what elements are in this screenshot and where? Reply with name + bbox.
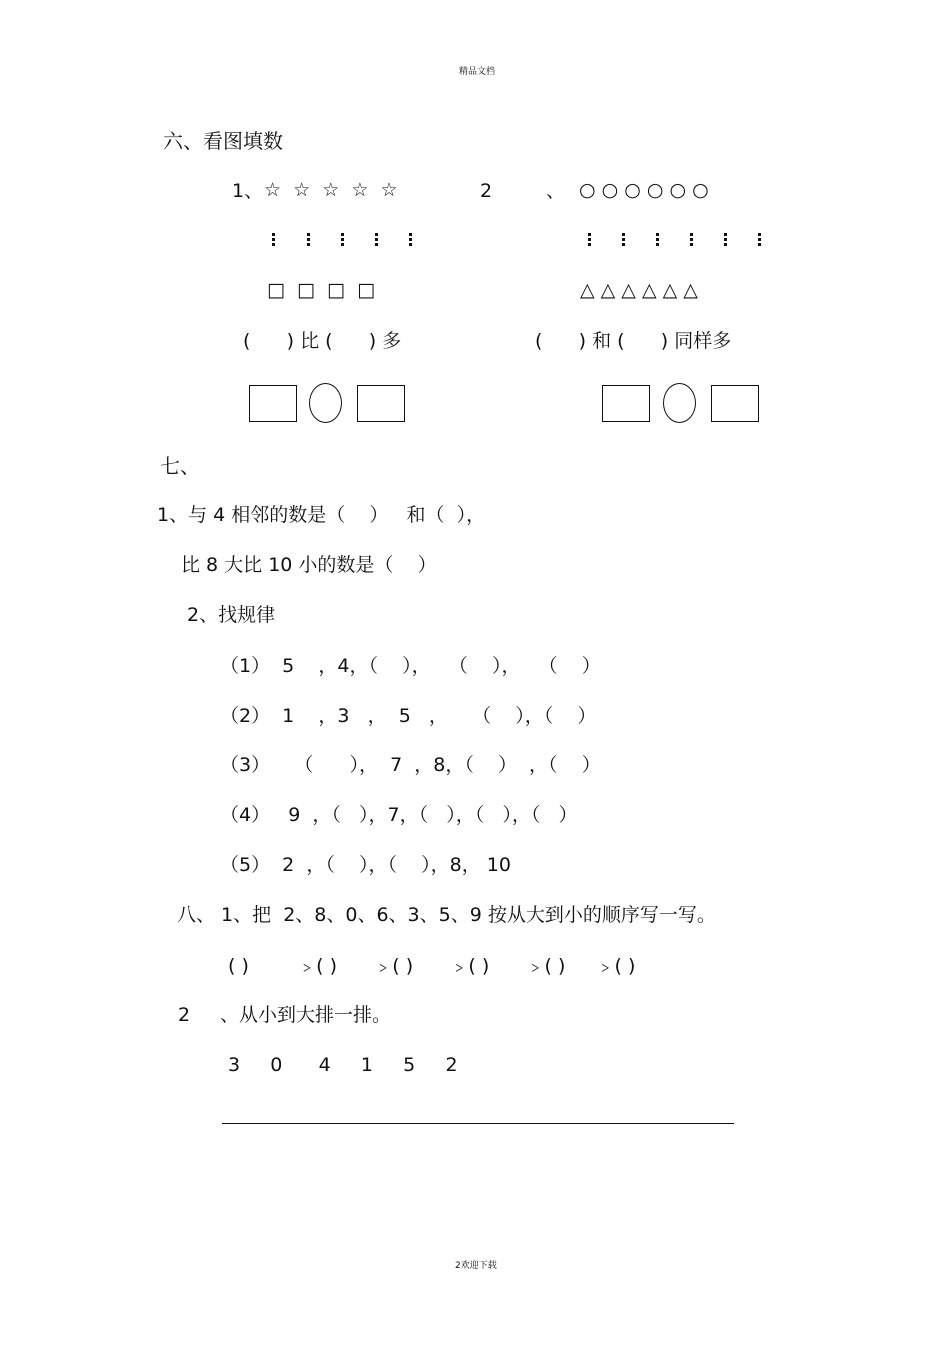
connector-dots	[307, 233, 310, 248]
connector-dots	[341, 233, 344, 248]
between-number-question: 比 8 大比 10 小的数是（ ）	[181, 554, 437, 576]
pattern-row-3: （3） （ ）， 7 ，8，（ ） ，（ ）	[220, 754, 601, 776]
squares-row: □ □ □ □	[267, 279, 376, 301]
problem-1-number: 1、	[232, 180, 264, 202]
connector-dots	[690, 233, 693, 248]
symbol-circle-box[interactable]	[663, 383, 696, 423]
stars-row: ☆ ☆ ☆ ☆ ☆	[264, 179, 398, 201]
pattern-title: 2、找规律	[187, 604, 276, 626]
answer-box[interactable]	[602, 385, 650, 422]
compare-more-blank[interactable]: ( ) 比 ( ) 多	[243, 330, 402, 352]
pattern-row-2: （2） 1 ，3 ， 5 ， （ ），（ ）	[220, 705, 597, 727]
page-header: 精品文档	[459, 67, 496, 77]
triangles-row: △ △ △ △ △ △	[580, 279, 698, 301]
answer-box[interactable]	[249, 385, 297, 422]
pattern-row-4: （4） 9 ，（ ），7，（ ），（ ），（ ）	[220, 804, 578, 826]
descending-order-row[interactable]: ( ) ﹥( ) ﹥( ) ﹥( ) ﹥( ) ﹥( )	[228, 955, 636, 977]
problem-2-number: 2	[480, 180, 493, 202]
sort-descending-question: 八、 1、把 2、8、0、6、3、5、9 按从大到小的顺序写一写。	[177, 904, 716, 926]
connector-dots	[272, 233, 275, 248]
answer-box[interactable]	[711, 385, 759, 422]
connector-dots	[588, 233, 591, 248]
symbol-circle-box[interactable]	[309, 383, 342, 423]
section-6-title: 六、看图填数	[163, 129, 283, 153]
connector-dots	[758, 233, 761, 248]
section-7-title: 七、	[160, 454, 200, 478]
answer-box[interactable]	[357, 385, 405, 422]
connector-dots	[409, 233, 412, 248]
connector-dots	[622, 233, 625, 248]
compare-equal-blank[interactable]: ( ) 和 ( ) 同样多	[535, 330, 732, 352]
circles-row: ○ ○ ○ ○ ○ ○	[579, 179, 709, 201]
question-2-number: 2	[178, 1004, 191, 1026]
connector-dots	[656, 233, 659, 248]
pattern-row-1: （1） 5 ，4，（ ）， （ ）， （ ）	[220, 655, 601, 677]
numbers-to-sort: 3 0 4 1 5 2	[228, 1054, 458, 1076]
pattern-row-5: （5） 2 ，（ ），（ ），8， 10	[220, 854, 511, 876]
neighbor-number-question: 1、与 4 相邻的数是（ ） 和（ ），	[157, 504, 486, 526]
connector-dots	[724, 233, 727, 248]
sort-ascending-question: 、从小到大排一排。	[220, 1004, 392, 1026]
answer-line[interactable]	[222, 1123, 734, 1124]
page-footer: 2欢迎下载	[455, 1261, 497, 1271]
problem-2-separator: 、	[546, 180, 566, 202]
connector-dots	[375, 233, 378, 248]
